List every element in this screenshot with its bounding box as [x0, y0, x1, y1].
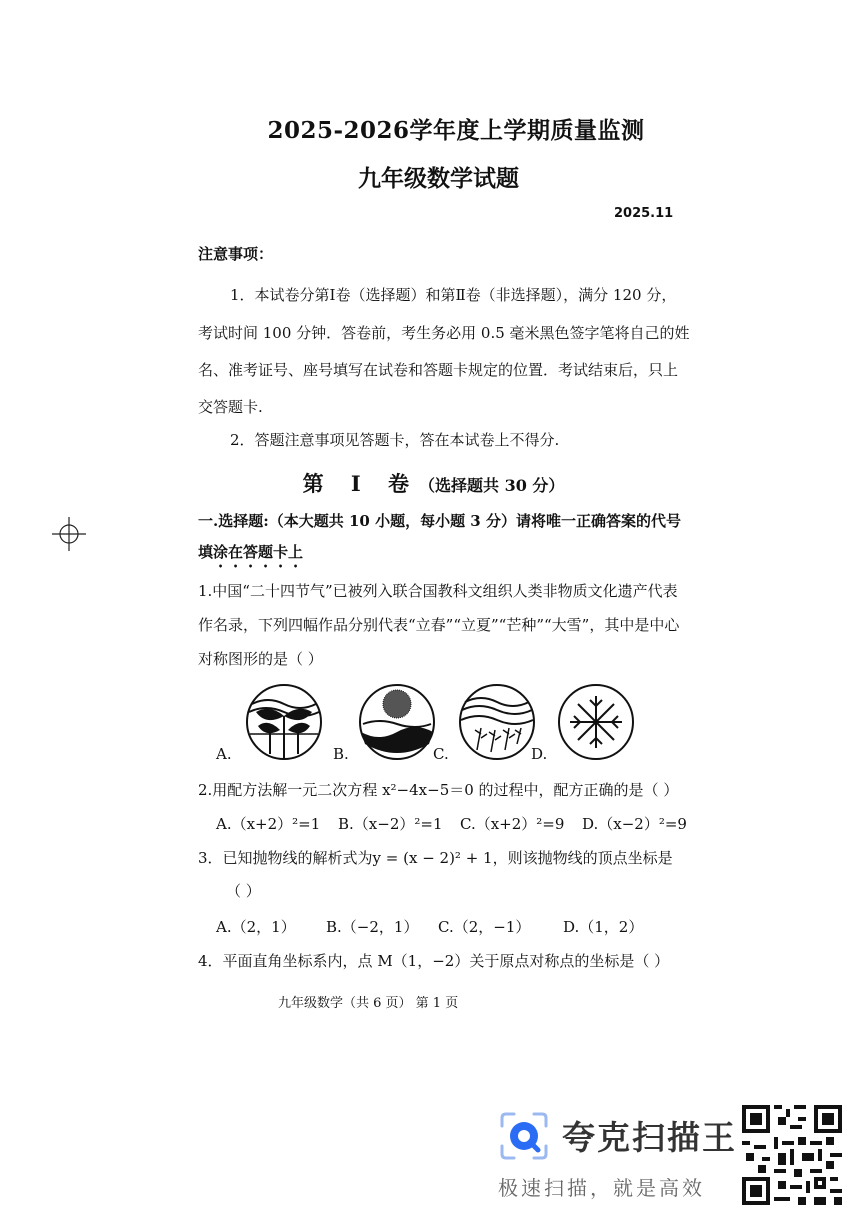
q3-option-c: C.（2，−1）	[438, 918, 531, 936]
notice-item1-line4: 交答题卡.	[198, 398, 263, 416]
part1-instruction-line2	[198, 541, 303, 571]
q3-option-b: B.（−2，1）	[326, 918, 419, 936]
part1-line2-pre: 填	[198, 543, 214, 561]
q1-line1: 1.中国“二十四节气”已被列入联合国教科文组织人类非物质文化遗产代表	[198, 582, 678, 600]
section-heading	[0, 468, 867, 498]
section-subtitle: （选择题共 30 分）	[419, 476, 565, 495]
page-footer: 九年级数学（共 6 页） 第 1 页	[278, 996, 459, 1011]
notice-item1-line2: 考试时间 100 分钟．答卷前，考生务必用 0.5 毫米黑色签字笔将自己的姓	[198, 324, 690, 342]
q2-option-d: D.（x−2）²=9	[582, 815, 687, 833]
daxue-figure	[556, 682, 636, 762]
notice-heading: 注意事项：	[198, 245, 274, 263]
q3-option-d: D.（1，2）	[563, 918, 644, 936]
lixia-figure	[357, 682, 437, 762]
q2-stem: 2.用配方法解一元二次方程 x²−4x−5＝0 的过程中，配方正确的是（ ）	[198, 781, 679, 799]
section-title: 第 Ⅰ 卷	[302, 471, 420, 496]
exam-subtitle: 九年级数学试题	[358, 165, 519, 192]
mangzhong-figure	[457, 682, 537, 762]
q2-option-b: B.（x−2）²=1	[338, 815, 443, 833]
part1-instruction-line1: 一.选择题:（本大题共 10 小题，每小题 3 分）请将唯一正确答案的代号	[198, 512, 681, 530]
notice-item1-line1: 1．本试卷分第Ⅰ卷（选择题）和第Ⅱ卷（非选择题），满分 120 分，	[230, 286, 677, 304]
q3-option-a: A.（2，1）	[216, 918, 296, 936]
watermark-brand: 夸克扫描王	[562, 1118, 737, 1157]
q2-option-c: C.（x+2）²=9	[460, 815, 565, 833]
q4-stem: 4．平面直角坐标系内，点 M（1，−2）关于原点对称点的坐标是（ ）	[198, 952, 670, 970]
notice-item2: 2．答题注意事项见答题卡，答在本试卷上不得分.	[230, 431, 560, 449]
q2-option-a: A.（x+2）²=1	[216, 815, 321, 833]
registration-mark-icon	[52, 517, 86, 551]
q1-option-d: D.	[531, 745, 548, 763]
q1-line2: 作名录，下列四幅作品分别代表“立春”“立夏”“芒种”“大雪”，其中是中心	[198, 616, 680, 634]
q1-option-a: A.	[216, 745, 232, 763]
q3-paren: （ ）	[226, 882, 261, 900]
part1-line2-emph: 涂在答题卡上	[213, 543, 304, 561]
q3-stem: 3．已知抛物线的解析式为y = (x − 2)² + 1，则该抛物线的顶点坐标是	[198, 849, 673, 867]
q1-option-c: C.	[433, 745, 449, 763]
quark-logo-icon	[498, 1110, 550, 1162]
qr-code-icon	[742, 1105, 842, 1205]
q1-line3: 对称图形的是（ ）	[198, 650, 323, 668]
exam-title: 2025-2026学年度上学期质量监测	[267, 117, 645, 144]
notice-item1-line3: 名、准考证号、座号填写在试卷和答题卡规定的位置．考试结束后，只上	[198, 361, 679, 379]
lichun-figure	[244, 682, 324, 762]
exam-date: 2025.11	[614, 206, 674, 221]
q1-option-b: B.	[333, 745, 349, 763]
watermark-slogan: 极速扫描，就是高效	[498, 1176, 705, 1200]
